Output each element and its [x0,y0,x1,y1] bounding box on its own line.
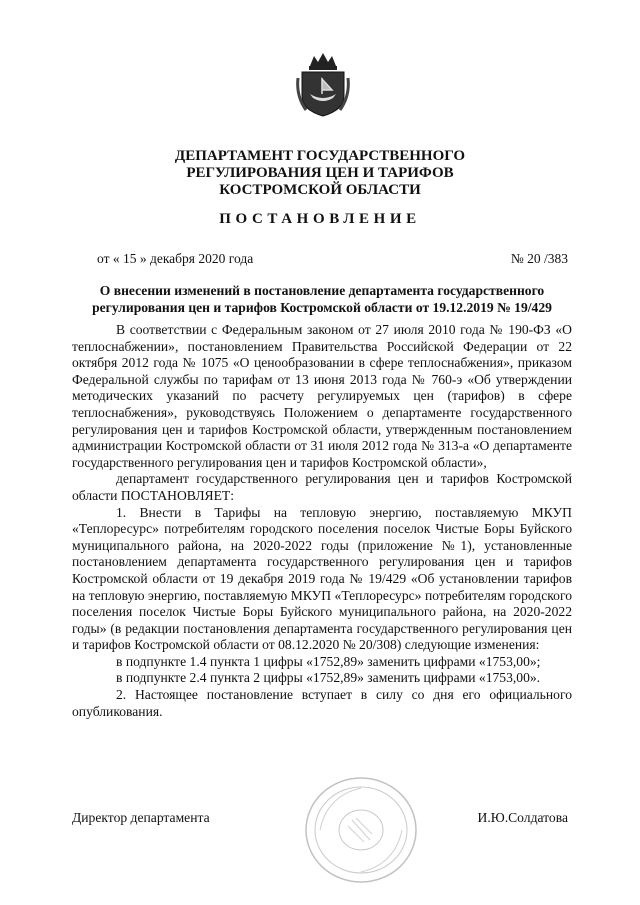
department-line-2: РЕГУЛИРОВАНИЯ ЦЕН И ТАРИФОВ [186,165,454,181]
signature-position: Директор департамента [72,810,210,825]
department-name [0,148,640,199]
paragraph-item-2: 2. Настоящее постановление вступает в силу со дня его официального опубликования. [72,687,572,719]
department-line-1: ДЕПАРТАМЕНТ ГОСУДАРСТВЕННОГО [174,148,466,164]
official-seal-icon [302,774,420,886]
signature-name: И.Ю.Солдатова [477,810,568,825]
paragraph-change-1: в подпункте 1.4 пункта 1 цифры «1752,89» заменить цифрами «1753,00»; [116,653,541,669]
document-type: ПОСТАНОВЛЕНИЕ [219,211,421,227]
paragraph-preamble: В соответствии с Федеральным законом от 27 июля 2010 года № 190-ФЗ «О теплоснабжении», постановлением Правительства Российской Федерации от 22 октября 2012 года № 1075 «О ценообразовании в сфере теплоснабжения», приказом Федеральной службы по тарифам от 13 июня 2013 года № 760-э «Об утверждении методических указаний по расчету регулируемых цен (тарифов) в сфере теплоснабжения», руководствуясь Положением о департаменте государственного регулирования цен и тарифов Костромской области, утвержденным постановлением администрации Костромской области от 31 июля 2012 года № 313-а «О департаменте государственного регулирования цен и тарифов Костромской области», [72,322,572,470]
coat-of-arms-icon [296,52,350,118]
paragraph-item-1: 1. Внести в Тарифы на тепловую энергию, поставляемую МКУП «Теплоресурс» потребителям городского поселения поселок Чистые Боры Буйского муниципального района, на 2020-2022 годы (приложение №1), установленные постановлением департамента государственного регулирования цен и тарифов Костромской области от 19 декабря 2019 года № 19/429 «Об установлении тарифов на тепловую энергию, поставляемую МКУП «Теплоресурс» потребителям городского поселения поселок Чистые Боры Буйского муниципального района, на 2020-2022 годы» (в редакции постановления департамента государственного регулирования цен и тарифов Костромской области от 08.12.2020 № 20/308) следующие изменения: [72,504,572,653]
department-line-3: КОСТРОМСКОЙ ОБЛАСТИ [219,182,421,198]
paragraph-change-2: в подпункте 2.4 пункта 2 цифры «1752,89» заменить цифрами «1753,00». [116,670,541,686]
document-number: № 20 /383 [510,251,568,266]
document-body [72,322,572,720]
document-date: от « 15 » декабря 2020 года [97,251,254,266]
document-subject: О внесении изменений в постановление департамента государственного регулирования цен и тарифов Костромской области от 19.12.2019 № 19/429 [92,283,552,315]
paragraph-resolves: департамент государственного регулирования цен и тарифов Костромской области ПОСТАНОВЛЯЕТ: [72,471,572,503]
